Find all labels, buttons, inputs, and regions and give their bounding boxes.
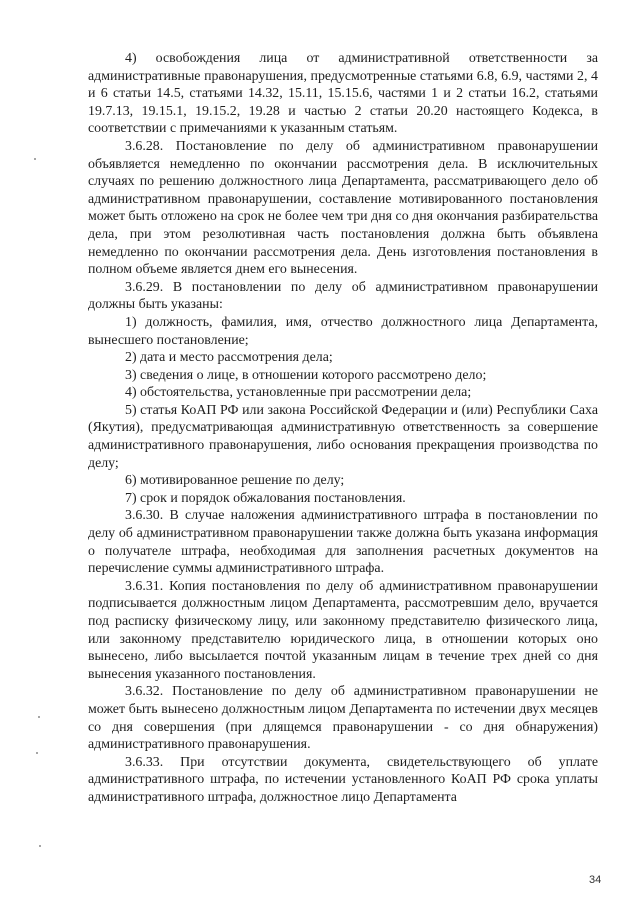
document-page-body [88,50,598,807]
paragraph-item-4-exemption: 4) освобождения лица от административной ответственности за административные правонарушения, предусмотренные статьями 6.8, 6.9, частями 2, 4 и 6 статьи 14.5, статьями 14.32, 15.11, 15.15.6, частями 1 и 2 статьи 16.2, статьями 19.7.13, 19.15.1, 19.15.2, 19.28 и частью 2 статьи 20.20 настоящего Кодекса, в соответствии с примечаниями к указанным статьям. [88,51,598,137]
paragraph-3-6-32: 3.6.32. Постановление по делу об административном правонарушении не может быть вынесено должностным лицом Департамента по истечении двух месяцев со дня совершения (при длящемся правонарушении - со дня обнаружения) административного правонарушения. [88,684,598,753]
paragraph-3-6-30: 3.6.30. В случае наложения административного штрафа в постановлении по делу об административном правонарушении также должна быть указана информация о получателе штрафа, необходимая для заполнения расчетных документов на перечисление суммы административного штрафа. [88,508,598,577]
paragraph-3-6-28: 3.6.28. Постановление по делу об административном правонарушении объявляется немедленно по окончании рассмотрения дела. В исключительных случаях по решению должностного лица Департамента, рассматривающего дело об административном правонарушении, составление мотивированного постановления может быть отложено на срок не более чем три дня со дня окончания разбирательства дела, при этом резолютивная часть постановления должна быть объявлена немедленно по окончании рассмотрения дела. День изготовления постановления в полном объеме является днем его вынесения. [88,138,598,278]
list-item-5-article: 5) статья КоАП РФ или закона Российской Федерации и (или) Республики Саха (Якутия), предусматривающая административную ответственность за совершение административного правонарушения, либо основания прекращения производства по делу; [88,402,598,471]
scan-speck [38,716,40,718]
list-item-7-appeal: 7) срок и порядок обжалования постановления. [125,490,406,506]
paragraph-3-6-31: 3.6.31. Копия постановления по делу об административном правонарушении подписывается должностным лицом Департамента, рассмотревшим дело, вручается под расписку физическому лицу, или законному представителю физического лица, или законному представителю юридического лица, в отношении которых оно вынесено, либо высылается почтой указанным лицам в течение трех дней со дня вынесения указанного постановления. [88,578,598,682]
scan-speck [36,752,38,754]
paragraph-3-6-29: 3.6.29. В постановлении по делу об административном правонарушении должны быть указаны: [88,279,598,313]
paragraph-3-6-33: 3.6.33. При отсутствии документа, свидетельствующего об уплате административного штрафа, по истечении установленного КоАП РФ срока уплаты административного штрафа, должностное лицо Департамента [88,754,598,805]
list-item-3-person-info: 3) сведения о лице, в отношении которого рассмотрено дело; [125,367,487,383]
list-item-1-official: 1) должность, фамилия, имя, отчество должностного лица Департамента, вынесшего постановление; [88,314,598,348]
list-item-6-decision: 6) мотивированное решение по делу; [125,473,345,489]
list-item-2-date-place: 2) дата и место рассмотрения дела; [125,350,333,366]
scan-speck [34,158,36,160]
page-number: 34 [589,874,602,886]
scan-speck [39,845,41,847]
list-item-4-circumstances: 4) обстоятельства, установленные при рассмотрении дела; [125,385,472,401]
